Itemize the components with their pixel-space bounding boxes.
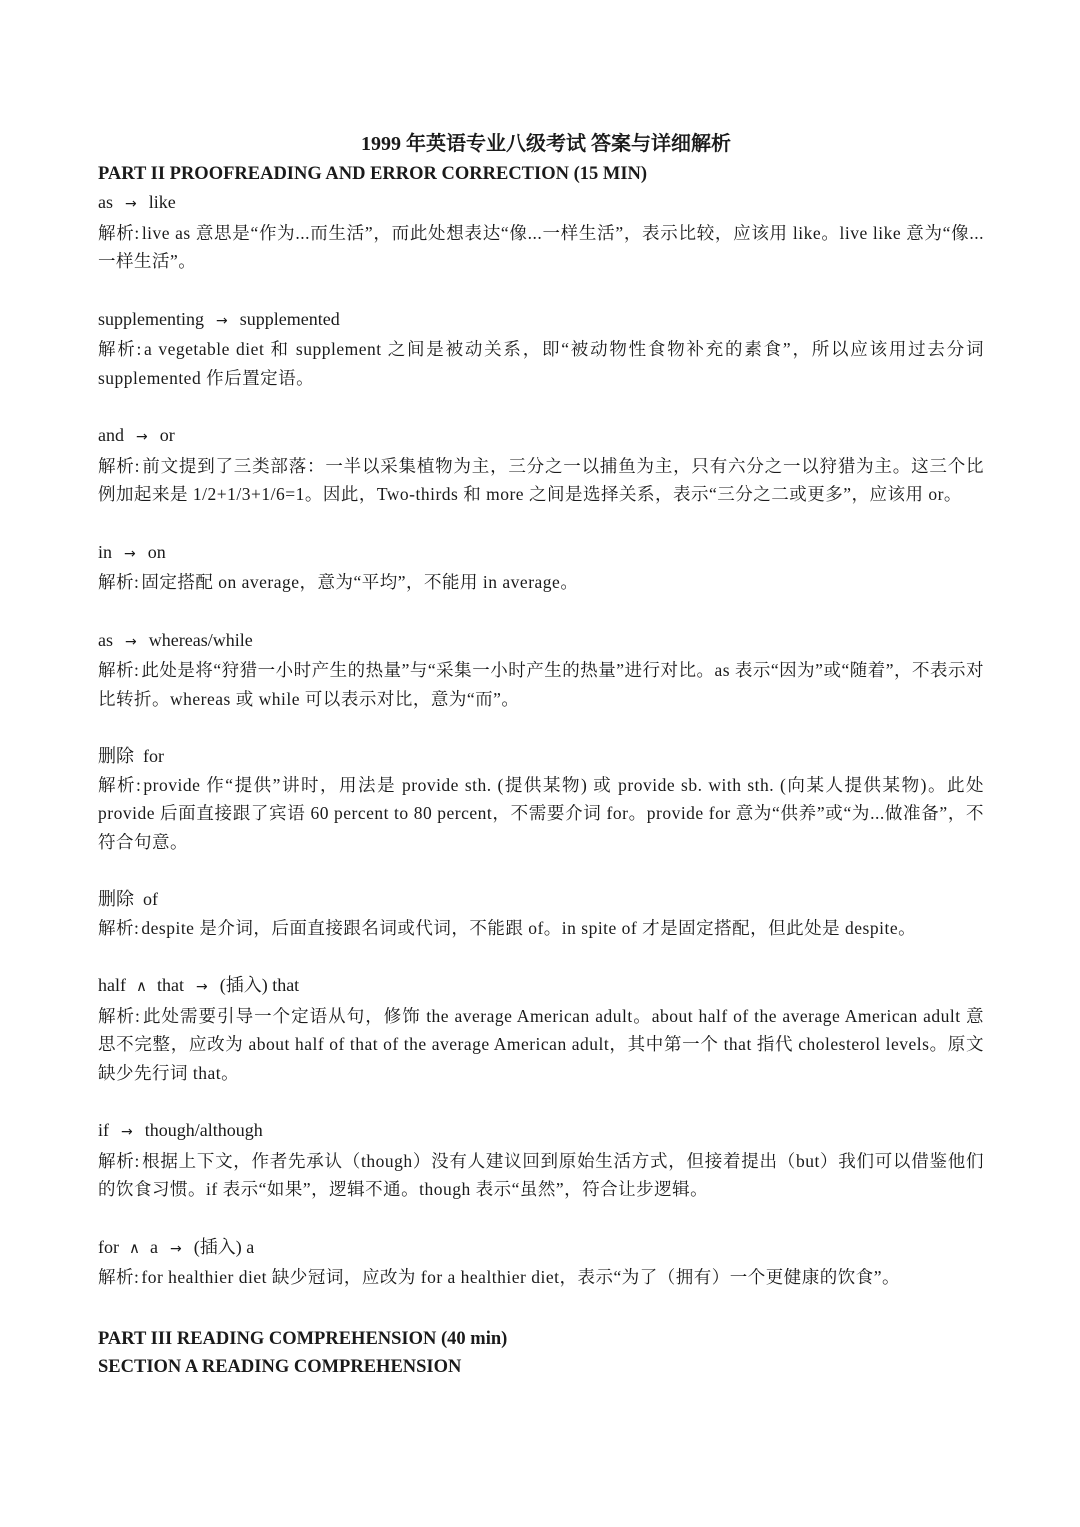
explanation-text [98,1147,984,1204]
explanation-label: 解析: [98,660,140,680]
correction-item [98,1116,984,1204]
correction-item [98,305,984,393]
part3-heading: PART III READING COMPREHENSION (40 min) [98,1328,508,1349]
following-word: that [156,975,184,995]
corrected-word: like [148,192,176,212]
correction-line [98,1116,984,1147]
original-word: as [98,629,113,650]
explanation-label: 解析: [98,455,140,476]
explanation-label: 解析: [98,339,142,359]
original-word: supplementing [98,308,204,329]
explanation-text [98,452,984,509]
corrected-word: (插入) a [193,1236,255,1257]
explanation-text [98,771,984,857]
correction-line [98,626,984,657]
corrected-word: for [143,746,164,766]
correction-item [98,188,984,276]
original-word: and [98,425,124,445]
correction-item [98,742,984,856]
correction-line [98,538,984,569]
explanation-body: 固定搭配 on average，意为“平均”，不能用 in average。 [141,572,579,592]
right-arrow-icon: → [195,979,208,995]
explanation-label: 解析: [98,774,142,795]
explanation-text [98,914,984,943]
original-word: if [98,1120,109,1140]
correction-item [98,971,984,1087]
corrected-word: whereas/while [148,629,253,650]
original-word: 删除 [98,746,134,766]
explanation-body: despite 是介词，后面直接跟名词或代词，不能跟 of。in spite of 才是固定搭配，但此处是 despite。 [141,917,917,938]
correction-line [98,188,984,219]
correction-item [98,1233,984,1292]
corrected-word: supplemented [239,308,340,329]
explanation-label: 解析: [98,917,140,938]
explanation-body: provide 作“提供”讲时，用法是 provide sth. (提供某物) 或 provide sb. with sth. (向某人提供某物)。此处 provide 后面直接跟了宾语 60 percent to 80 percent，不需要介词 for。provide for 意为“供养”或“为...做准备”，不符合句意。 [98,774,984,852]
explanation-text [98,568,984,597]
correction-line [98,421,984,452]
corrected-word: (插入) that [219,975,300,995]
original-word: half [98,975,126,995]
explanation-body: 前文提到了三类部落：一半以采集植物为主，三分之一以捕鱼为主，只有六分之一以狩猎为主。这三个比例加起来是 1/2+1/3+1/6=1。因此，Two-thirds 和 more 之间是选择关系，表示“三分之二或更多”，应该用 or。 [98,455,984,504]
correction-line [98,742,984,771]
correction-line [98,885,984,914]
insert-caret-icon: ∧ [135,977,147,995]
part2-heading: PART II PROOFREADING AND ERROR CORRECTION (15 MIN) [98,164,648,184]
correction-item [98,421,984,509]
right-arrow-icon: → [216,312,228,329]
explanation-body: a vegetable diet 和 supplement 之间是被动关系，即“被动物性食物补充的素食”，所以应该用过去分词 supplemented 作后置定语。 [98,339,984,388]
explanation-body: live as 意思是“作为...而生活”，而此处想表达“像...一样生活”，表示比较，应该用 like。live like 意为“像...一样生活”。 [98,222,984,271]
correction-list [98,188,984,1292]
explanation-text [98,1263,984,1292]
right-arrow-icon: → [121,1124,133,1140]
original-word: for [98,1236,119,1257]
insert-caret-icon: ∧ [129,1238,140,1257]
explanation-body: 根据上下文，作者先承认（though）没有人建议回到原始生活方式，但接着提出（but）我们可以借鉴他们的饮食习惯。if 表示“如果”，逻辑不通。though 表示“虽然”，符合让步逻辑。 [98,1150,984,1199]
explanation-body: 此处需要引导一个定语从句，修饰 the average American adult。about half of the average American adult 意思不完整，应改为 about half of that of the average American adult，其中第一个 that 指代 cholesterol levels。原文缺少先行词 that。 [98,1005,984,1083]
explanation-label: 解析: [98,572,140,592]
correction-line [98,305,984,336]
document-page [98,128,984,1381]
explanation-label: 解析: [98,1267,140,1287]
right-arrow-icon: → [136,429,148,445]
right-arrow-icon: → [169,1240,182,1257]
correction-line [98,971,984,1002]
explanation-text [98,219,984,276]
explanation-label: 解析: [98,222,140,243]
explanation-body: 此处是将“狩猎一小时产生的热量”与“采集一小时产生的热量”进行对比。as 表示“因为”或“随着”，不表示对比转折。whereas 或 while 可以表示对比，意为“而”。 [98,660,984,709]
document-title: 1999 年英语专业八级考试 答案与详细解析 [361,133,731,155]
explanation-text [98,656,984,713]
corrected-word: on [147,541,166,562]
right-arrow-icon: → [124,545,136,562]
section-a-heading: SECTION A READING COMPREHENSION [98,1356,462,1377]
original-word: 删除 [98,889,134,909]
corrected-word: or [159,425,175,445]
original-word: in [98,541,113,562]
following-word: a [149,1236,158,1257]
original-word: as [98,192,113,212]
correction-item [98,538,984,597]
correction-line [98,1233,984,1264]
explanation-label: 解析: [98,1150,140,1171]
explanation-body: for healthier diet 缺少冠词，应改为 for a healthier diet，表示“为了（拥有）一个更健康的饮食”。 [141,1267,901,1287]
right-arrow-icon: → [125,196,137,212]
explanation-text [98,1002,984,1088]
corrected-word: of [143,889,158,909]
correction-item [98,885,984,942]
right-arrow-icon: → [125,633,137,650]
corrected-word: though/although [144,1120,263,1140]
explanation-label: 解析: [98,1005,141,1026]
correction-item [98,626,984,714]
explanation-text [98,335,984,392]
